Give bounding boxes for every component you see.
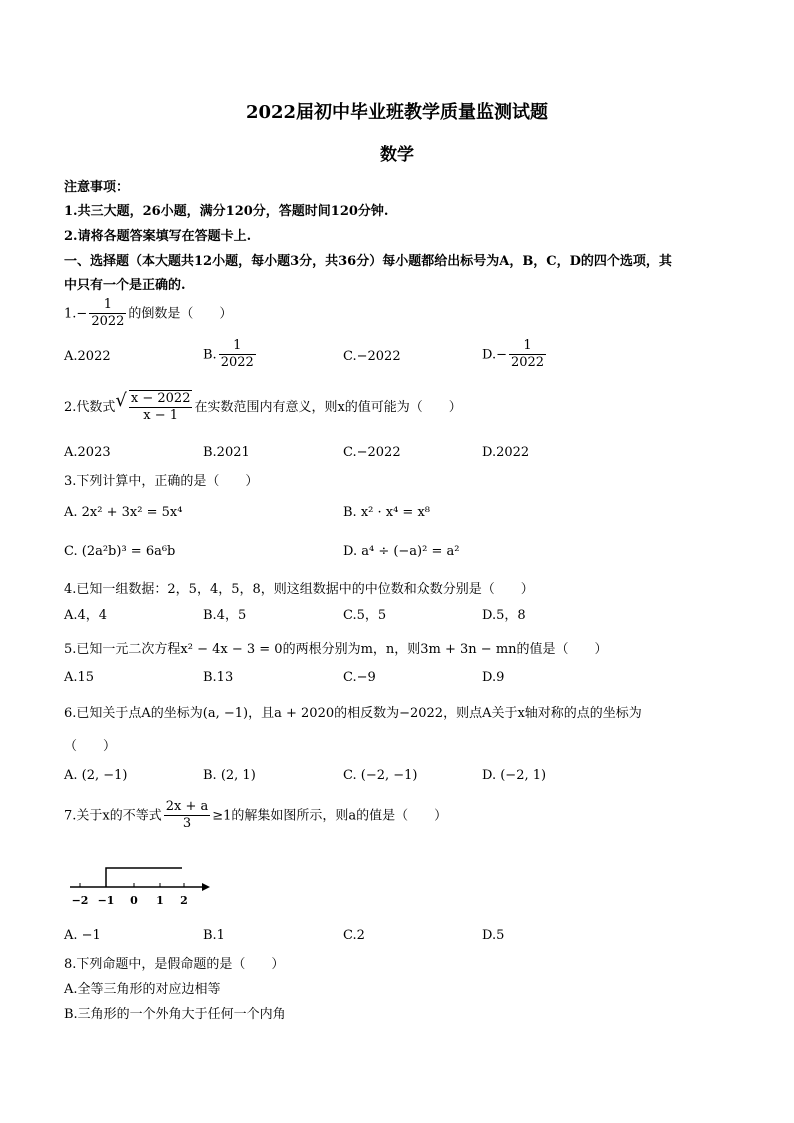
q2-option-a: A.2023	[64, 445, 111, 460]
question-2-stem	[64, 390, 462, 425]
q7-option-c: C.2	[343, 928, 365, 943]
q6-option-a: A. (2, −1)	[64, 768, 128, 783]
q1-option-c: C.−2022	[343, 349, 401, 364]
q2-denominator: x − 1	[143, 408, 179, 424]
tick-label-0: 0	[130, 894, 138, 907]
q2-option-c: C.−2022	[343, 445, 401, 460]
q1-numerator: 1	[89, 297, 126, 314]
q6-option-d: D. (−2, 1)	[482, 768, 547, 783]
notice-line-2: 2.请将各题答案填写在答题卡上.	[64, 229, 252, 244]
q1-denominator: 2022	[91, 314, 125, 330]
q1-option-a: A.2022	[64, 349, 111, 364]
page-subtitle: 数学	[380, 145, 414, 165]
q1-option-b	[203, 338, 258, 372]
q7-suffix: ≥1的解集如图所示，则a的值是（ ）	[212, 808, 448, 824]
notice-heading: 注意事项：	[64, 180, 130, 195]
page-title: 2022届初中毕业班教学质量监测试题	[245, 102, 549, 123]
q1-b-label: B.	[203, 347, 217, 363]
q4-option-b: B.4，5	[203, 608, 247, 623]
q3-option-b: B. x² · x⁴ = x⁸	[343, 505, 431, 520]
q6-option-c: C. (−2, −1)	[343, 768, 418, 783]
q2-fraction	[129, 390, 193, 425]
q4-option-d: D.5，8	[482, 608, 526, 623]
q4-option-a: A.4，4	[64, 608, 108, 623]
solution-bracket	[106, 868, 182, 887]
q5-option-d: D.9	[482, 670, 505, 685]
q1-b-fraction	[219, 338, 256, 372]
q3-option-d: D. a⁴ ÷ (−a)² = a²	[343, 544, 460, 559]
q1-d-numerator: 1	[509, 338, 546, 355]
q5-option-b: B.13	[203, 670, 234, 685]
question-6-line-2: （ ）	[64, 739, 117, 754]
q4-option-c: C.5，5	[343, 608, 387, 623]
q7-option-d: D.5	[482, 928, 505, 943]
question-1-stem	[64, 297, 232, 331]
q7-option-a: A. −1	[64, 928, 101, 943]
tick-label-2: 2	[180, 894, 188, 907]
question-3-stem: 3.下列计算中，正确的是（ ）	[64, 474, 259, 489]
q1-minus: −	[76, 306, 88, 322]
q8-option-b: B.三角形的一个外角大于任何一个内角	[64, 1007, 286, 1022]
q1-suffix: 的倒数是（ ）	[128, 306, 233, 322]
q6-option-b: B. (2, 1)	[203, 768, 256, 783]
notice-line-1: 1.共三大题，26小题，满分120分，答题时间120分钟.	[64, 204, 389, 219]
q8-option-a: A.全等三角形的对应边相等	[64, 982, 221, 997]
number-line	[66, 860, 216, 910]
q1-option-d	[482, 338, 548, 372]
q1-d-label: D.−	[482, 347, 507, 363]
question-5-stem: 5.已知一元二次方程x² − 4x − 3 = 0的两根分别为m，n，则3m + 3n − mn的值是（ ）	[64, 642, 608, 657]
q7-numerator: 2x + a	[164, 799, 211, 816]
question-6-line-1: 6.已知关于点A的坐标为(a, −1)，且a + 2020的相反数为−2022，则点A关于x轴对称的点的坐标为	[64, 706, 642, 721]
q1-d-denominator: 2022	[510, 355, 545, 371]
q2-numerator: x − 2022	[129, 390, 193, 408]
q1-prefix: 1.	[64, 306, 77, 322]
number-line-arrow	[202, 883, 210, 891]
q1-d-fraction	[509, 338, 546, 372]
tick-label-neg1: −1	[97, 894, 115, 907]
q3-option-a: A. 2x² + 3x² = 5x⁴	[64, 505, 183, 520]
q5-option-c: C.−9	[343, 670, 376, 685]
radical-sign: √	[115, 390, 127, 411]
q5-option-a: A.15	[64, 670, 95, 685]
q1-b-numerator: 1	[219, 338, 256, 355]
q2-option-b: B.2021	[203, 445, 250, 460]
tick-label-1: 1	[156, 894, 164, 907]
question-7-stem	[64, 799, 447, 833]
q2-prefix: 2.代数式	[64, 399, 116, 415]
q3-option-c: C. (2a²b)³ = 6a⁶b	[64, 544, 176, 559]
tick-label-neg2: −2	[71, 894, 89, 907]
q2-option-d: D.2022	[482, 445, 530, 460]
q1-b-denominator: 2022	[220, 355, 254, 371]
section-1-line-1: 一、选择题（本大题共12小题，每小题3分，共36分）每小题都给出标号为A，B，C，D的四个选项，其	[64, 254, 672, 269]
question-8-stem: 8.下列命题中，是假命题的是（ ）	[64, 957, 285, 972]
q1-fraction	[89, 297, 126, 331]
q2-suffix: 在实数范围内有意义，则x的值可能为（ ）	[194, 399, 462, 415]
q7-option-b: B.1	[203, 928, 225, 943]
question-4-stem: 4.已知一组数据：2，5，4，5，8，则这组数据中的中位数和众数分别是（ ）	[64, 582, 534, 597]
q7-prefix: 7.关于x的不等式	[64, 808, 162, 824]
q7-fraction	[164, 799, 211, 833]
section-1-line-2: 中只有一个是正确的.	[64, 278, 186, 293]
q7-denominator: 3	[182, 816, 192, 832]
